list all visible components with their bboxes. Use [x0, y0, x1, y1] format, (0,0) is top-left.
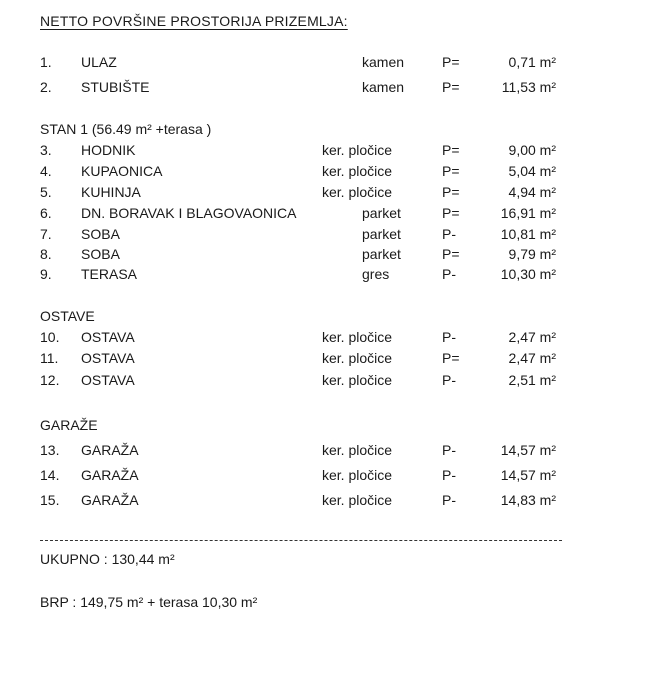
item-number: 6.	[40, 205, 52, 221]
item-number: 7.	[40, 226, 52, 242]
area-value: 16,91 m²	[500, 205, 556, 221]
room-name: DN. BORAVAK I BLAGOVAONICA	[81, 205, 297, 221]
dashed-divider	[40, 540, 562, 541]
item-number: 8.	[40, 246, 52, 262]
room-name: STUBIŠTE	[81, 79, 150, 95]
list-item	[0, 184, 666, 204]
brp-area: BRP : 149,75 m² + terasa 10,30 m²	[40, 594, 258, 610]
list-item	[0, 79, 666, 99]
material: ker. pločice	[322, 163, 393, 179]
material: kamen	[362, 79, 405, 95]
item-number: 14.	[40, 467, 60, 483]
material: ker. pločice	[322, 184, 393, 200]
total-area: UKUPNO : 130,44 m²	[40, 551, 175, 567]
list-item	[0, 467, 666, 487]
area-value: 5,04 m²	[508, 163, 556, 179]
material: ker. pločice	[322, 372, 393, 388]
room-name: SOBA	[81, 246, 120, 262]
material: gres	[362, 266, 390, 282]
area-value: 2,47 m²	[508, 350, 556, 366]
area-value: 14,83 m²	[500, 492, 556, 508]
area-label: P-	[442, 266, 456, 282]
area-label: P-	[442, 467, 456, 483]
list-item	[0, 246, 666, 266]
item-number: 11.	[40, 350, 59, 366]
list-item	[0, 266, 666, 286]
area-label: P-	[442, 226, 456, 242]
room-name: OSTAVA	[81, 372, 135, 388]
section-heading: GARAŽE	[40, 417, 98, 433]
area-label: P=	[442, 54, 460, 70]
area-value: 14,57 m²	[500, 442, 556, 458]
area-value: 10,30 m²	[500, 266, 556, 282]
list-item	[0, 492, 666, 512]
area-value: 2,51 m²	[508, 372, 556, 388]
room-name: GARAŽA	[81, 467, 139, 483]
document-title: NETTO POVRŠINE PROSTORIJA PRIZEMLJA:	[40, 13, 348, 29]
item-number: 1.	[40, 54, 52, 70]
room-name: GARAŽA	[81, 442, 139, 458]
list-item	[0, 142, 666, 162]
material: kamen	[362, 54, 405, 70]
item-number: 13.	[40, 442, 60, 458]
item-number: 15.	[40, 492, 60, 508]
area-label: P=	[442, 184, 460, 200]
room-name: SOBA	[81, 226, 120, 242]
room-name: OSTAVA	[81, 350, 135, 366]
list-item	[0, 442, 666, 462]
material: ker. pločice	[322, 442, 393, 458]
list-item	[0, 329, 666, 349]
room-name: TERASA	[81, 266, 138, 282]
area-label: P=	[442, 246, 460, 262]
material: ker. pločice	[322, 492, 393, 508]
section-heading: OSTAVE	[40, 308, 95, 324]
section-heading: STAN 1 (56.49 m² +terasa )	[40, 121, 212, 137]
list-item	[0, 163, 666, 183]
item-number: 10.	[40, 329, 60, 345]
item-number: 4.	[40, 163, 52, 179]
list-item	[0, 205, 666, 225]
list-item	[0, 372, 666, 392]
room-name: GARAŽA	[81, 492, 139, 508]
item-number: 5.	[40, 184, 52, 200]
room-name: HODNIK	[81, 142, 136, 158]
area-label: P-	[442, 492, 456, 508]
material: ker. pločice	[322, 467, 393, 483]
room-name: ULAZ	[81, 54, 117, 70]
area-value: 9,00 m²	[508, 142, 556, 158]
area-value: 9,79 m²	[508, 246, 556, 262]
area-label: P-	[442, 372, 456, 388]
area-label: P=	[442, 79, 460, 95]
material: ker. pločice	[322, 142, 393, 158]
room-name: OSTAVA	[81, 329, 135, 345]
area-value: 4,94 m²	[508, 184, 556, 200]
list-item	[0, 54, 666, 74]
area-label: P=	[442, 205, 460, 221]
area-value: 2,47 m²	[508, 329, 556, 345]
list-item	[0, 226, 666, 246]
material: parket	[362, 246, 401, 262]
item-number: 12.	[40, 372, 60, 388]
material: ker. pločice	[322, 350, 393, 366]
area-label: P=	[442, 142, 460, 158]
material: parket	[362, 226, 401, 242]
area-value: 14,57 m²	[500, 467, 556, 483]
area-value: 11,53 m²	[501, 79, 556, 95]
material: ker. pločice	[322, 329, 393, 345]
room-name: KUPAONICA	[81, 163, 163, 179]
area-value: 0,71 m²	[508, 54, 556, 70]
area-label: P=	[442, 350, 460, 366]
item-number: 3.	[40, 142, 52, 158]
room-name: KUHINJA	[81, 184, 141, 200]
item-number: 9.	[40, 266, 52, 282]
area-label: P-	[442, 442, 456, 458]
area-label: P-	[442, 329, 456, 345]
area-label: P=	[442, 163, 460, 179]
item-number: 2.	[40, 79, 52, 95]
list-item	[0, 350, 666, 370]
area-value: 10,81 m²	[500, 226, 556, 242]
material: parket	[362, 205, 401, 221]
